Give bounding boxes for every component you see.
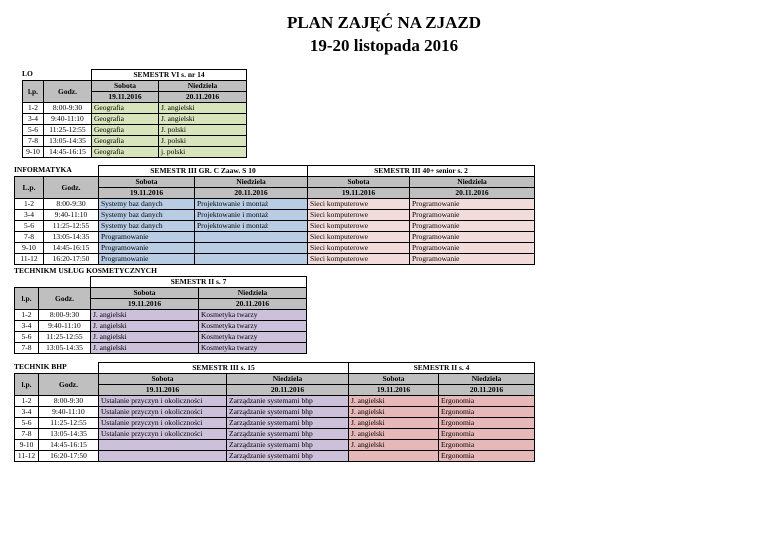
table-cell: J. angielski [349,429,439,440]
table-cell: Sieci komputerowe [308,199,410,210]
lo-table-wrap [22,69,247,158]
table-cell: Systemy baz danych [99,199,195,210]
table-cell: Zarządzanie systemami bhp [227,418,349,429]
semester-title: SEMESTR III GR. C Zaaw. S 10 [99,166,308,177]
table-cell [195,254,308,265]
table-cell: 7-8 [23,136,44,147]
table-cell: 14:45-16:15 [39,440,99,451]
table-cell: Ergonomia [439,407,535,418]
blank-cell [44,166,99,177]
table-cell: Zarządzanie systemami bhp [227,407,349,418]
table-row [15,199,535,210]
godz-header: Godz. [39,288,91,310]
day-header: Niedziela [159,81,247,92]
table-cell [195,243,308,254]
table-cell: Kosmetyka twarzy [199,321,307,332]
table-cell: Programowanie [410,199,535,210]
section-label-lo: LO [22,69,33,78]
table-cell: Systemy baz danych [99,221,195,232]
table-cell: Kosmetyka twarzy [199,310,307,321]
table-cell: 11:25-12:55 [44,221,99,232]
date-header: 20.11.2016 [195,188,308,199]
section-label-bhp: TECHNIK BHP [14,362,67,371]
godz-header: Godz. [39,374,99,396]
table-row [15,343,307,354]
kosmetyka-schedule-table [14,276,307,354]
table-cell: Sieci komputerowe [308,221,410,232]
date-header: 20.11.2016 [439,385,535,396]
table-cell: 9:40-11:10 [39,407,99,418]
kosmetyka-table-wrap [14,276,307,354]
table-cell: 11-12 [15,254,44,265]
table-cell: 1-2 [15,396,39,407]
table-cell: Programowanie [99,232,195,243]
blank-cell [44,70,92,81]
table-cell: Programowanie [99,243,195,254]
table-cell: Sieci komputerowe [308,232,410,243]
table-cell: 11:25-12:55 [39,332,91,343]
lp-header: l.p. [15,374,39,396]
table-cell: Kosmetyka twarzy [199,332,307,343]
table-cell: Ustalanie przyczyn i okoliczności [99,418,227,429]
table-cell: Ustalanie przyczyn i okoliczności [99,429,227,440]
table-cell [99,451,227,462]
table-cell: 13:05-14:35 [44,232,99,243]
section-label-kosmetyka: TECHNIKM USŁUG KOSMETYCZNYCH [14,266,157,275]
table-row [15,321,307,332]
table-cell: 13:05-14:35 [44,136,92,147]
table-cell: J. angielski [349,418,439,429]
table-cell: Geografia [92,136,159,147]
section-label-informatyka: INFORMATYKA [14,165,72,174]
day-header: Niedziela [195,177,308,188]
table-row [15,221,535,232]
table-cell: 11-12 [15,451,39,462]
table-cell: 8:00-9:30 [44,103,92,114]
blank-cell [23,70,44,81]
table-cell: Projektowanie i montaż [195,221,308,232]
lp-header: l.p. [23,81,44,103]
bhp-table-wrap [14,362,535,462]
table-cell: 5-6 [23,125,44,136]
table-row [23,114,247,125]
table-row [15,429,535,440]
table-cell: Programowanie [410,210,535,221]
table-cell: J. angielski [91,321,199,332]
date-header: 19.11.2016 [92,92,159,103]
table-cell: 3-4 [15,321,39,332]
table-cell: 9:40-11:10 [39,321,91,332]
table-row [23,125,247,136]
table-cell: 7-8 [15,232,44,243]
blank-cell [39,277,91,288]
table-cell: 9-10 [23,147,44,158]
table-cell: 8:00-9:30 [39,310,91,321]
table-cell: J. angielski [349,407,439,418]
date-header: 20.11.2016 [159,92,247,103]
page-title-line1: PLAN ZAJĘĆ NA ZJAZD [286,13,482,32]
godz-header: Godz. [44,81,92,103]
table-cell: 9:40-11:10 [44,114,92,125]
day-header: Sobota [99,374,227,385]
table-row [23,103,247,114]
table-cell: 3-4 [15,407,39,418]
informatyka-schedule-table [14,165,535,265]
table-cell: 5-6 [15,221,44,232]
table-cell: Geografia [92,114,159,125]
semester-title: SEMESTR VI s. nr 14 [92,70,247,81]
table-cell: Programowanie [410,254,535,265]
table-cell: Zarządzanie systemami bhp [227,429,349,440]
table-row [15,332,307,343]
table-cell [195,232,308,243]
semester-title: SEMESTR II s. 7 [91,277,307,288]
day-header: Sobota [308,177,410,188]
table-cell: 7-8 [15,429,39,440]
table-cell: J. polski [159,125,247,136]
table-row [15,418,535,429]
table-row [15,440,535,451]
table-cell: J. angielski [349,396,439,407]
date-header: 19.11.2016 [349,385,439,396]
table-row [15,243,535,254]
table-cell: J. angielski [91,343,199,354]
table-cell: Programowanie [410,243,535,254]
table-cell: 8:00-9:30 [44,199,99,210]
informatyka-table-wrap [14,165,535,265]
table-row [15,396,535,407]
date-header: 20.11.2016 [410,188,535,199]
table-cell: 1-2 [15,199,44,210]
lp-header: l.p. [15,288,39,310]
table-cell: Ergonomia [439,451,535,462]
table-cell: 9-10 [15,440,39,451]
table-cell: 9-10 [15,243,44,254]
table-cell: Zarządzanie systemami bhp [227,396,349,407]
table-cell: Sieci komputerowe [308,243,410,254]
table-cell: Ergonomia [439,440,535,451]
table-cell: 1-2 [15,310,39,321]
date-header: 19.11.2016 [99,188,195,199]
table-cell: Ustalanie przyczyn i okoliczności [99,396,227,407]
table-cell: Zarządzanie systemami bhp [227,440,349,451]
semester-title: SEMESTR III s. 15 [99,363,349,374]
table-cell: Sieci komputerowe [308,210,410,221]
table-cell: J. polski [159,136,247,147]
lp-header: L.p. [15,177,44,199]
table-cell: 13:05-14:35 [39,343,91,354]
table-cell: 16:20-17:50 [44,254,99,265]
table-cell: Projektowanie i montaż [195,199,308,210]
table-cell: Ergonomia [439,418,535,429]
table-cell: 3-4 [15,210,44,221]
page-title-line2: 19-20 listopada 2016 [309,36,459,55]
table-cell: Sieci komputerowe [308,254,410,265]
table-cell: J. angielski [349,440,439,451]
blank-cell [15,277,39,288]
day-header: Niedziela [227,374,349,385]
table-cell: Programowanie [410,221,535,232]
table-cell: J. angielski [91,332,199,343]
semester-title: SEMESTR II s. 4 [349,363,535,374]
table-cell: J. angielski [159,114,247,125]
blank-cell [39,363,99,374]
day-header: Sobota [349,374,439,385]
godz-header: Godz. [44,177,99,199]
table-cell: Programowanie [410,232,535,243]
table-row [15,451,535,462]
day-header: Sobota [99,177,195,188]
date-header: 19.11.2016 [91,299,199,310]
table-cell: 3-4 [23,114,44,125]
table-row [23,136,247,147]
table-row [15,254,535,265]
table-cell: Ustalanie przyczyn i okoliczności [99,407,227,418]
table-cell: Projektowanie i montaż [195,210,308,221]
table-cell: Geografia [92,125,159,136]
lo-schedule-table [22,69,247,158]
table-cell: 8:00-9:30 [39,396,99,407]
table-row [15,210,535,221]
table-cell: 7-8 [15,343,39,354]
semester-title: SEMESTR III 40+ senior s. 2 [308,166,535,177]
table-cell: Geografia [92,103,159,114]
table-cell: 14:45-16:15 [44,147,92,158]
table-cell: Programowanie [99,254,195,265]
date-header: 19.11.2016 [99,385,227,396]
table-cell: Ergonomia [439,396,535,407]
table-cell: 5-6 [15,418,39,429]
table-row [15,407,535,418]
table-row [23,147,247,158]
table-cell: Systemy baz danych [99,210,195,221]
date-header: 20.11.2016 [227,385,349,396]
day-header: Sobota [92,81,159,92]
table-cell: 14:45-16:15 [44,243,99,254]
date-header: 20.11.2016 [199,299,307,310]
table-row [15,232,535,243]
table-cell: j. polski [159,147,247,158]
table-cell: Ergonomia [439,429,535,440]
date-header: 19.11.2016 [308,188,410,199]
blank-cell [15,363,39,374]
table-cell: Geografia [92,147,159,158]
table-cell: Zarządzanie systemami bhp [227,451,349,462]
table-cell: 1-2 [23,103,44,114]
day-header: Niedziela [410,177,535,188]
table-cell: Kosmetyka twarzy [199,343,307,354]
blank-cell [15,166,44,177]
table-cell: J. angielski [159,103,247,114]
table-cell: 9:40-11:10 [44,210,99,221]
table-cell: 16:20-17:50 [39,451,99,462]
day-header: Niedziela [439,374,535,385]
day-header: Sobota [91,288,199,299]
table-cell: J. angielski [91,310,199,321]
table-cell: 11:25-12:55 [44,125,92,136]
table-cell: 11:25-12:55 [39,418,99,429]
table-row [15,310,307,321]
table-cell: 13:05-14:35 [39,429,99,440]
table-cell [99,440,227,451]
table-cell: 5-6 [15,332,39,343]
day-header: Niedziela [199,288,307,299]
bhp-schedule-table [14,362,535,462]
table-cell [349,451,439,462]
